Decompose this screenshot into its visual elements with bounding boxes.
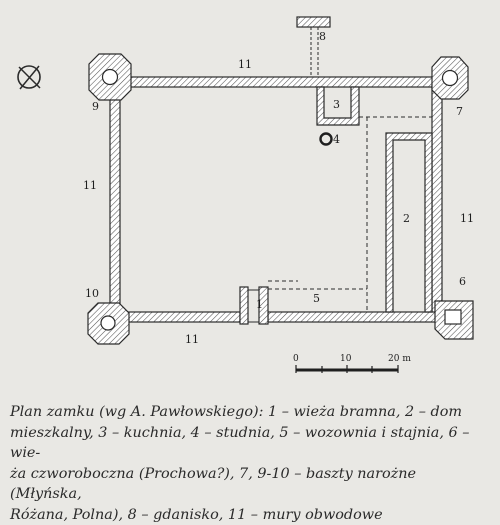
caption-line-4: Różana, Polna), 8 – gdanisko, 11 – mury obwodowe — [10, 505, 492, 525]
label-9: 9 — [92, 100, 99, 113]
label-11-west: 11 — [83, 179, 97, 192]
label-10: 10 — [85, 287, 99, 300]
label-2: 2 — [403, 212, 410, 225]
south-wall-east — [268, 312, 436, 322]
gdanisko — [297, 17, 330, 77]
scale-tick-10: 10 — [340, 354, 352, 364]
tower-nw — [89, 54, 131, 100]
well-icon — [321, 134, 332, 145]
label-3: 3 — [333, 98, 340, 111]
label-11-north: 11 — [238, 58, 252, 71]
caption-line-3: ża czworoboczna (Prochowa?), 7, 9-10 – baszty narożne (Młyńska, — [10, 464, 492, 505]
label-8: 8 — [319, 30, 326, 43]
scale-bar — [293, 354, 411, 373]
north-wall — [110, 77, 441, 87]
caption-line-2: mieszkalny, 3 – kuchnia, 4 – studnia, 5 – wozownia i stajnia, 6 – wie- — [10, 423, 492, 464]
tower-sw — [88, 303, 129, 344]
scale-tick-20: 20 m — [388, 354, 411, 364]
east-wall — [432, 85, 442, 321]
label-4: 4 — [333, 133, 340, 146]
scale-tick-0: 0 — [293, 354, 299, 364]
figure-caption — [10, 402, 492, 525]
tower-se-square — [435, 301, 473, 339]
compass-rose-icon — [18, 66, 40, 89]
gate-tower — [240, 287, 268, 324]
caption-line-1: Plan zamku (wg A. Pawłowskiego): 1 – wieża bramna, 2 – dom — [10, 402, 492, 423]
label-11-east: 11 — [460, 212, 474, 225]
label-6: 6 — [459, 275, 466, 288]
label-11-south: 11 — [185, 333, 199, 346]
tower-ne — [432, 57, 468, 99]
label-7: 7 — [456, 105, 463, 118]
west-wall — [110, 85, 120, 321]
label-5: 5 — [313, 292, 320, 305]
label-1: 1 — [256, 298, 263, 311]
